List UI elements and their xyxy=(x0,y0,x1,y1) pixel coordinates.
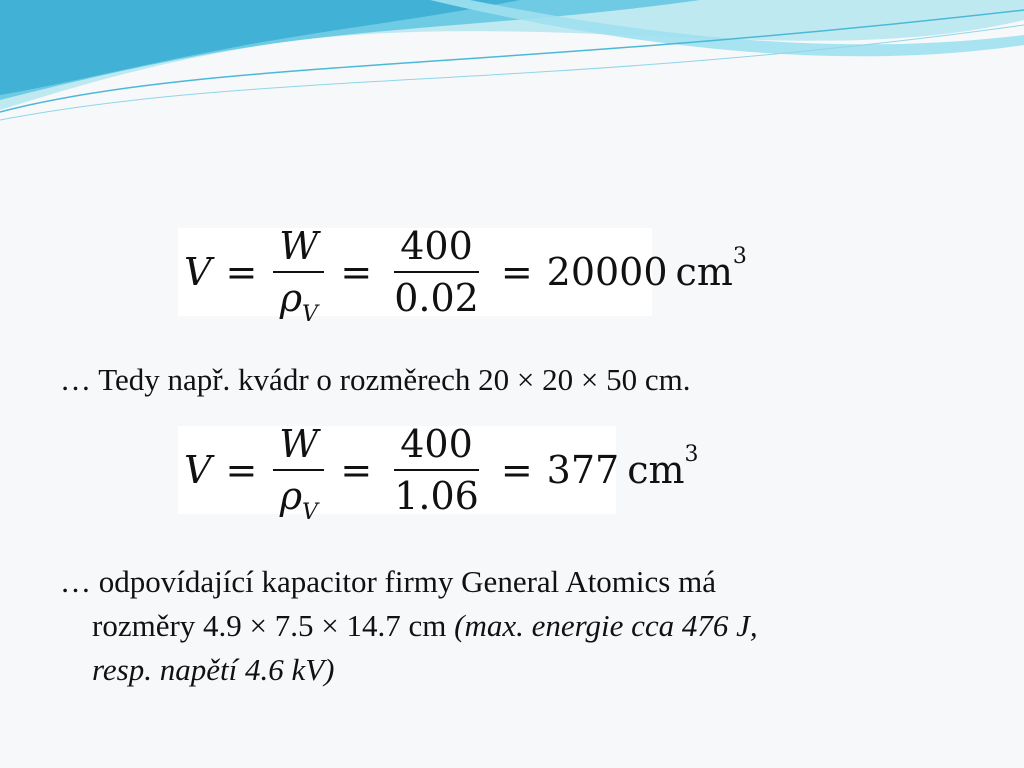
fraction-energy-density xyxy=(273,422,324,525)
formula-volume-2 xyxy=(178,422,699,525)
text-dimensions: rozměry 4.9 × 7.5 × 14.7 cm xyxy=(92,608,447,643)
equals-sign: = xyxy=(225,448,258,492)
fraction-numeric xyxy=(388,422,485,518)
equals-sign: = xyxy=(225,250,258,294)
equals-sign: = xyxy=(340,250,373,294)
fraction-numerator: W xyxy=(273,425,324,471)
fraction-numerator: 400 xyxy=(394,425,479,471)
unit-exponent: 3 xyxy=(732,243,747,269)
unit-exponent: 3 xyxy=(684,441,699,467)
fraction-numeric xyxy=(388,224,485,320)
equals-sign: = xyxy=(340,448,373,492)
rho-symbol: ρ xyxy=(279,474,303,518)
formula-result: 20000 xyxy=(546,250,668,294)
fraction-numerator: 400 xyxy=(394,227,479,273)
formula-lhs: V xyxy=(184,448,212,492)
fraction-denominator: 0.02 xyxy=(394,276,479,320)
text-voltage: resp. napětí 4.6 kV) xyxy=(92,652,335,687)
formula-unit: cm xyxy=(627,448,685,492)
formula-unit: cm xyxy=(675,250,733,294)
rho-subscript: V xyxy=(302,500,318,525)
equals-sign: = xyxy=(500,250,533,294)
text-max-energy: (max. energie cca 476 J, xyxy=(454,608,758,643)
fraction-denominator xyxy=(274,273,324,327)
header-wave-decoration xyxy=(0,0,1024,130)
equals-sign: = xyxy=(500,448,533,492)
formula-lhs: V xyxy=(184,250,212,294)
fraction-numerator: W xyxy=(273,227,324,273)
formula-result: 377 xyxy=(546,448,620,492)
text-block-capacitor xyxy=(60,560,960,692)
text-capacitor-line2 xyxy=(60,604,960,648)
text-capacitor-line1: … odpovídající kapacitor firmy General Atomics má xyxy=(60,564,716,599)
formula-volume-1 xyxy=(178,224,747,327)
fraction-denominator: 1.06 xyxy=(394,474,479,518)
text-line-cuboid: … Tedy např. kvádr o rozměrech 20 × 20 × 50 cm. xyxy=(60,362,691,397)
fraction-denominator xyxy=(274,471,324,525)
fraction-energy-density xyxy=(273,224,324,327)
text-capacitor-line3 xyxy=(60,648,960,692)
rho-symbol: ρ xyxy=(279,276,303,320)
rho-subscript: V xyxy=(302,302,318,327)
